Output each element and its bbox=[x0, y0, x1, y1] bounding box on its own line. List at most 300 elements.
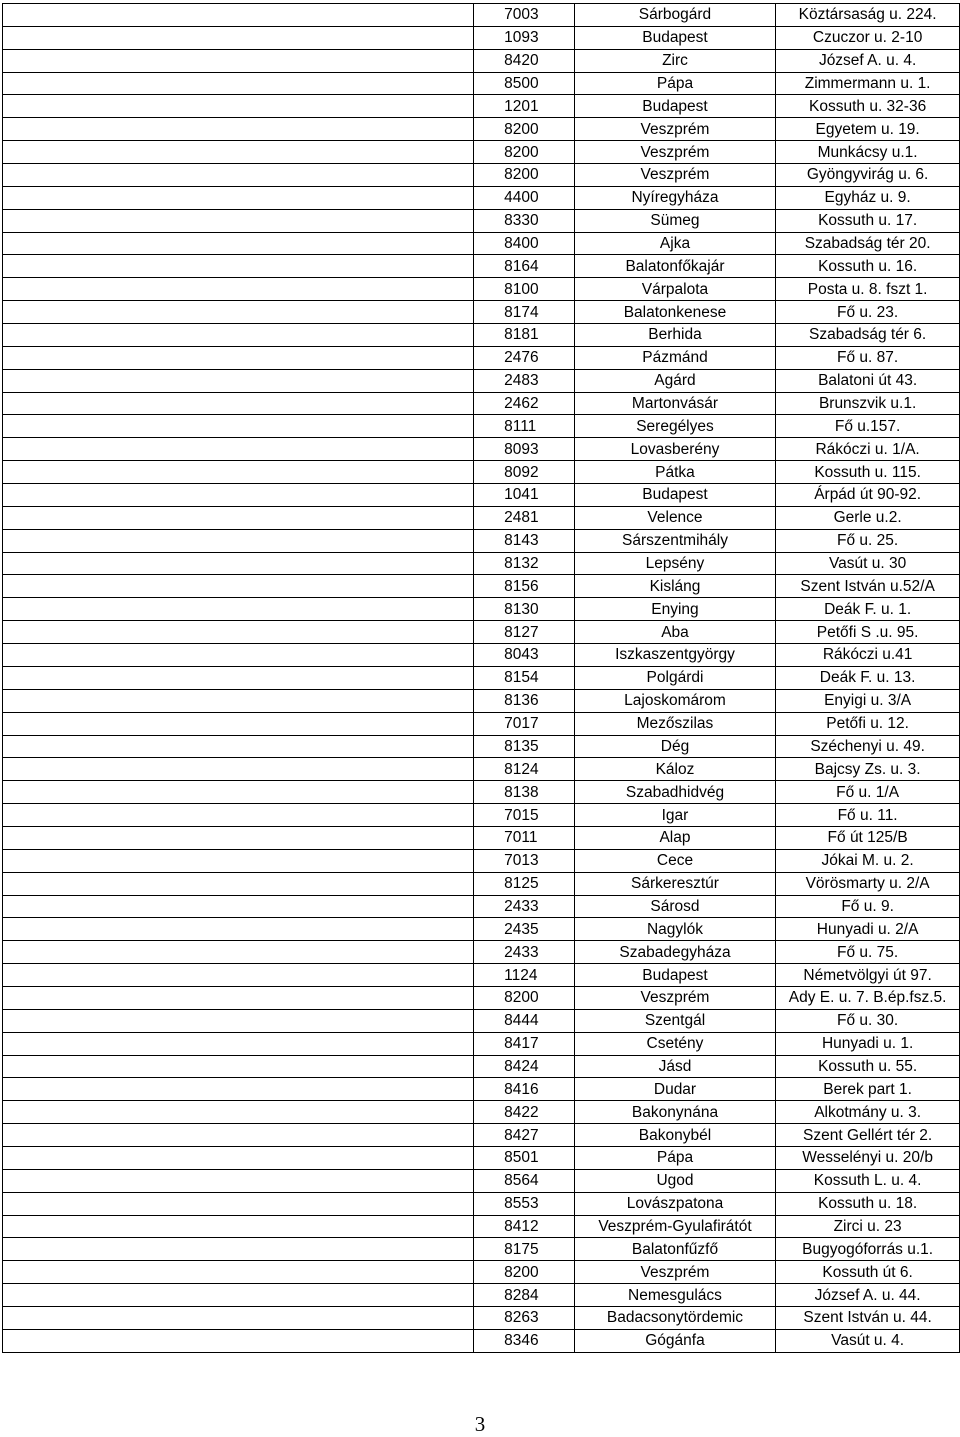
table-row bbox=[3, 1009, 960, 1032]
street-cell bbox=[776, 1284, 960, 1307]
street-cell bbox=[776, 689, 960, 712]
zip-cell: 8093 bbox=[474, 438, 575, 461]
table-row bbox=[3, 1329, 960, 1352]
city-cell: Sárosd bbox=[574, 895, 776, 918]
street-cell bbox=[776, 1192, 960, 1215]
street-text: Hunyadi u. 2/A bbox=[816, 920, 919, 938]
street-cell bbox=[776, 621, 960, 644]
city-cell: Szentgál bbox=[574, 1009, 776, 1032]
table-row bbox=[3, 1215, 960, 1238]
table-row bbox=[3, 95, 960, 118]
table-row bbox=[3, 1306, 960, 1329]
street-text: Deák F. u. 1. bbox=[824, 600, 912, 618]
empty-cell bbox=[3, 1329, 474, 1352]
empty-cell bbox=[3, 804, 474, 827]
street-text: Bugyogóforrás u.1. bbox=[802, 1240, 934, 1258]
street-text: Rákóczi u.41 bbox=[822, 646, 913, 664]
city-cell: Nyíregyháza bbox=[574, 186, 776, 209]
zip-cell: 8416 bbox=[474, 1078, 575, 1101]
city-cell: Balatonfűzfő bbox=[574, 1238, 776, 1261]
empty-cell bbox=[3, 964, 474, 987]
zip-cell: 8132 bbox=[474, 552, 575, 575]
street-cell bbox=[776, 49, 960, 72]
empty-cell bbox=[3, 986, 474, 1009]
street-text: Egyház u. 9. bbox=[824, 189, 911, 207]
table-row bbox=[3, 712, 960, 735]
empty-cell bbox=[3, 1078, 474, 1101]
city-cell: Velence bbox=[574, 506, 776, 529]
street-text: Hunyadi u. 1. bbox=[821, 1035, 914, 1053]
empty-cell bbox=[3, 918, 474, 941]
table-row bbox=[3, 1146, 960, 1169]
empty-cell bbox=[3, 598, 474, 621]
zip-cell: 7011 bbox=[474, 826, 575, 849]
zip-cell: 7003 bbox=[474, 4, 575, 27]
street-cell bbox=[776, 1055, 960, 1078]
table-row bbox=[3, 506, 960, 529]
street-cell bbox=[776, 301, 960, 324]
city-cell: Káloz bbox=[574, 758, 776, 781]
street-cell bbox=[776, 141, 960, 164]
street-cell bbox=[776, 918, 960, 941]
street-cell bbox=[776, 506, 960, 529]
table-row bbox=[3, 1284, 960, 1307]
street-text: Kossuth u. 17. bbox=[818, 212, 918, 230]
empty-cell bbox=[3, 186, 474, 209]
table-row bbox=[3, 278, 960, 301]
table-row bbox=[3, 209, 960, 232]
table-row bbox=[3, 415, 960, 438]
street-cell bbox=[776, 1329, 960, 1352]
table-row bbox=[3, 826, 960, 849]
table-row bbox=[3, 644, 960, 667]
street-cell bbox=[776, 1238, 960, 1261]
street-text: Zimmermann u. 1. bbox=[804, 75, 931, 92]
table-row bbox=[3, 26, 960, 49]
zip-cell: 8138 bbox=[474, 781, 575, 804]
city-cell: Pátka bbox=[574, 461, 776, 484]
street-cell bbox=[776, 209, 960, 232]
table-row bbox=[3, 1124, 960, 1147]
street-text: Ady E. u. 7. B.ép.fsz.5. bbox=[788, 989, 947, 1007]
street-cell bbox=[776, 255, 960, 278]
street-text: Kossuth u. 115. bbox=[814, 463, 921, 481]
table-row bbox=[3, 941, 960, 964]
zip-cell: 8143 bbox=[474, 529, 575, 552]
city-cell: Budapest bbox=[574, 484, 776, 507]
zip-cell: 1093 bbox=[474, 26, 575, 49]
zip-cell: 8427 bbox=[474, 1124, 575, 1147]
street-cell bbox=[776, 849, 960, 872]
city-cell: Ajka bbox=[574, 232, 776, 255]
table-row bbox=[3, 849, 960, 872]
empty-cell bbox=[3, 941, 474, 964]
street-cell bbox=[776, 164, 960, 187]
city-cell: Seregélyes bbox=[574, 415, 776, 438]
city-cell: Nemesgulács bbox=[574, 1284, 776, 1307]
street-cell bbox=[776, 1078, 960, 1101]
zip-cell: 8092 bbox=[474, 461, 575, 484]
empty-cell bbox=[3, 324, 474, 347]
city-cell: Veszprém bbox=[574, 164, 776, 187]
street-cell bbox=[776, 392, 960, 415]
page-number: 3 bbox=[474, 1412, 486, 1436]
street-text: Németvölgyi út 97. bbox=[803, 966, 932, 984]
street-text: Jókai M. u. 2. bbox=[821, 852, 914, 870]
zip-cell: 8330 bbox=[474, 209, 575, 232]
zip-cell: 2433 bbox=[474, 895, 575, 918]
empty-cell bbox=[3, 1261, 474, 1284]
zip-cell: 8164 bbox=[474, 255, 575, 278]
empty-cell bbox=[3, 301, 474, 324]
street-text: Szent István u. 44. bbox=[803, 1309, 932, 1327]
street-cell bbox=[776, 1261, 960, 1284]
zip-cell: 7013 bbox=[474, 849, 575, 872]
city-cell: Agárd bbox=[574, 369, 776, 392]
city-cell: Sárszentmihály bbox=[574, 529, 776, 552]
empty-cell bbox=[3, 255, 474, 278]
city-cell: Cece bbox=[574, 849, 776, 872]
empty-cell bbox=[3, 689, 474, 712]
table-row bbox=[3, 689, 960, 712]
street-cell bbox=[776, 324, 960, 347]
city-cell: Berhida bbox=[574, 324, 776, 347]
zip-cell: 8420 bbox=[474, 49, 575, 72]
street-text: Szent István u.52/A bbox=[800, 577, 935, 595]
street-cell bbox=[776, 415, 960, 438]
street-cell bbox=[776, 1101, 960, 1124]
table-row bbox=[3, 1101, 960, 1124]
street-cell bbox=[776, 552, 960, 575]
zip-cell: 8424 bbox=[474, 1055, 575, 1078]
city-cell: Gógánfa bbox=[574, 1329, 776, 1352]
street-text: József A. u. 4. bbox=[818, 52, 917, 70]
table-row bbox=[3, 895, 960, 918]
street-cell bbox=[776, 1169, 960, 1192]
street-text: Fő u. 11. bbox=[837, 806, 898, 824]
table-row bbox=[3, 255, 960, 278]
street-cell bbox=[776, 369, 960, 392]
city-cell: Dég bbox=[574, 735, 776, 758]
city-cell: Iszkaszentgyörgy bbox=[574, 644, 776, 667]
zip-cell: 8553 bbox=[474, 1192, 575, 1215]
city-cell: Sárkeresztúr bbox=[574, 872, 776, 895]
empty-cell bbox=[3, 644, 474, 667]
street-text: Kossuth u. 32-36 bbox=[809, 97, 927, 115]
empty-cell bbox=[3, 278, 474, 301]
zip-cell: 8417 bbox=[474, 1032, 575, 1055]
street-text: Petőfi S .u. 95. bbox=[816, 623, 919, 641]
city-cell: Zirc bbox=[574, 49, 776, 72]
street-text: Deák F. u. 13. bbox=[819, 669, 916, 687]
empty-cell bbox=[3, 552, 474, 575]
table-row bbox=[3, 186, 960, 209]
zip-cell: 8400 bbox=[474, 232, 575, 255]
table-row bbox=[3, 301, 960, 324]
zip-cell: 2435 bbox=[474, 918, 575, 941]
empty-cell bbox=[3, 164, 474, 187]
zip-cell: 8174 bbox=[474, 301, 575, 324]
zip-cell: 8175 bbox=[474, 1238, 575, 1261]
table-row bbox=[3, 346, 960, 369]
empty-cell bbox=[3, 872, 474, 895]
empty-cell bbox=[3, 666, 474, 689]
street-cell bbox=[776, 346, 960, 369]
street-cell bbox=[776, 826, 960, 849]
street-text: Czuczor u. 2-10 bbox=[812, 29, 923, 47]
table-row bbox=[3, 666, 960, 689]
street-cell bbox=[776, 438, 960, 461]
street-cell bbox=[776, 4, 960, 27]
zip-cell: 8346 bbox=[474, 1329, 575, 1352]
street-text: Alkotmány u. 3. bbox=[814, 1103, 922, 1121]
street-text: Gerle u.2. bbox=[833, 509, 902, 527]
street-cell bbox=[776, 1032, 960, 1055]
zip-cell: 8135 bbox=[474, 735, 575, 758]
street-text: Fő u. 23. bbox=[837, 303, 899, 321]
city-cell: Várpalota bbox=[574, 278, 776, 301]
table-row bbox=[3, 118, 960, 141]
city-cell: Szabadhidvég bbox=[574, 781, 776, 804]
street-text: Fő u. 9. bbox=[841, 897, 894, 915]
city-cell: Pápa bbox=[574, 1146, 776, 1169]
table-row bbox=[3, 1078, 960, 1101]
zip-cell: 8564 bbox=[474, 1169, 575, 1192]
street-cell bbox=[776, 712, 960, 735]
city-cell: Lovászpatona bbox=[574, 1192, 776, 1215]
empty-cell bbox=[3, 1032, 474, 1055]
street-text: Fő u. 75. bbox=[837, 943, 899, 961]
street-cell bbox=[776, 666, 960, 689]
table-row bbox=[3, 392, 960, 415]
city-cell: Mezőszilas bbox=[574, 712, 776, 735]
table-row bbox=[3, 575, 960, 598]
street-text: Fő u.157. bbox=[834, 417, 901, 435]
street-text: Brunszvik u.1. bbox=[818, 395, 917, 413]
zip-cell: 8111 bbox=[474, 415, 575, 438]
zip-cell: 8200 bbox=[474, 164, 575, 187]
street-cell bbox=[776, 758, 960, 781]
zip-cell: 8444 bbox=[474, 1009, 575, 1032]
empty-cell bbox=[3, 735, 474, 758]
street-text: Balatoni út 43. bbox=[818, 372, 918, 390]
street-text: Fő u. 87. bbox=[837, 349, 899, 367]
street-cell bbox=[776, 644, 960, 667]
street-text: Szent Gellért tér 2. bbox=[803, 1126, 933, 1144]
table-row bbox=[3, 621, 960, 644]
zip-cell: 1124 bbox=[474, 964, 575, 987]
street-cell bbox=[776, 484, 960, 507]
zip-cell: 4400 bbox=[474, 186, 575, 209]
city-cell: Budapest bbox=[574, 964, 776, 987]
table-row bbox=[3, 964, 960, 987]
table-row bbox=[3, 164, 960, 187]
street-text: Szabadság tér 20. bbox=[804, 235, 931, 253]
street-cell bbox=[776, 186, 960, 209]
empty-cell bbox=[3, 1055, 474, 1078]
table-row bbox=[3, 529, 960, 552]
zip-cell: 8124 bbox=[474, 758, 575, 781]
empty-cell bbox=[3, 1124, 474, 1147]
street-text: Petőfi u. 12. bbox=[826, 715, 909, 733]
zip-cell: 8043 bbox=[474, 644, 575, 667]
table-row bbox=[3, 552, 960, 575]
table-row bbox=[3, 369, 960, 392]
zip-cell: 8284 bbox=[474, 1284, 575, 1307]
empty-cell bbox=[3, 438, 474, 461]
street-cell bbox=[776, 529, 960, 552]
empty-cell bbox=[3, 49, 474, 72]
empty-cell bbox=[3, 1009, 474, 1032]
empty-cell bbox=[3, 232, 474, 255]
zip-cell: 8263 bbox=[474, 1306, 575, 1329]
city-cell: Dudar bbox=[574, 1078, 776, 1101]
table-row bbox=[3, 1055, 960, 1078]
table-row bbox=[3, 1261, 960, 1284]
street-text: Posta u. 8. fszt 1. bbox=[807, 280, 928, 298]
empty-cell bbox=[3, 141, 474, 164]
zip-cell: 8412 bbox=[474, 1215, 575, 1238]
street-cell bbox=[776, 895, 960, 918]
zip-cell: 8422 bbox=[474, 1101, 575, 1124]
city-cell: Veszprém bbox=[574, 1261, 776, 1284]
street-cell bbox=[776, 964, 960, 987]
city-cell: Szabadegyháza bbox=[574, 941, 776, 964]
table-row bbox=[3, 598, 960, 621]
zip-cell: 8130 bbox=[474, 598, 575, 621]
city-cell: Lajoskomárom bbox=[574, 689, 776, 712]
city-cell: Ugod bbox=[574, 1169, 776, 1192]
table-row bbox=[3, 461, 960, 484]
street-text: Fő u. 30. bbox=[837, 1012, 899, 1030]
empty-cell bbox=[3, 1146, 474, 1169]
table-row bbox=[3, 1032, 960, 1055]
street-text: Kossuth út 6. bbox=[822, 1263, 913, 1281]
table-row bbox=[3, 232, 960, 255]
zip-cell: 2462 bbox=[474, 392, 575, 415]
zip-cell: 8127 bbox=[474, 621, 575, 644]
zip-cell: 1041 bbox=[474, 484, 575, 507]
zip-cell: 2481 bbox=[474, 506, 575, 529]
city-cell: Veszprém bbox=[574, 986, 776, 1009]
table-row bbox=[3, 72, 960, 95]
street-cell bbox=[776, 1215, 960, 1238]
street-cell bbox=[776, 72, 960, 95]
street-cell bbox=[776, 872, 960, 895]
city-cell: Kisláng bbox=[574, 575, 776, 598]
table-row bbox=[3, 438, 960, 461]
street-cell bbox=[776, 461, 960, 484]
city-cell: Bakonybél bbox=[574, 1124, 776, 1147]
table-row bbox=[3, 324, 960, 347]
zip-cell: 8181 bbox=[474, 324, 575, 347]
city-cell: Budapest bbox=[574, 95, 776, 118]
empty-cell bbox=[3, 392, 474, 415]
city-cell: Veszprém-Gyulafirátót bbox=[574, 1215, 776, 1238]
zip-cell: 2476 bbox=[474, 346, 575, 369]
city-cell: Enying bbox=[574, 598, 776, 621]
city-cell: Nagylók bbox=[574, 918, 776, 941]
street-text: Berek part 1. bbox=[823, 1080, 912, 1098]
city-cell: Bakonynána bbox=[574, 1101, 776, 1124]
zip-cell: 8154 bbox=[474, 666, 575, 689]
city-cell: Balatonfőkajár bbox=[574, 255, 776, 278]
empty-cell bbox=[3, 529, 474, 552]
city-cell: Veszprém bbox=[574, 118, 776, 141]
empty-cell bbox=[3, 506, 474, 529]
table-row bbox=[3, 758, 960, 781]
zip-cell: 8200 bbox=[474, 986, 575, 1009]
street-cell bbox=[776, 598, 960, 621]
street-cell bbox=[776, 1306, 960, 1329]
zip-cell: 8156 bbox=[474, 575, 575, 598]
city-cell: Veszprém bbox=[574, 141, 776, 164]
street-cell bbox=[776, 941, 960, 964]
city-cell: Pápa bbox=[574, 72, 776, 95]
city-cell: Pázmánd bbox=[574, 346, 776, 369]
empty-cell bbox=[3, 1192, 474, 1215]
empty-cell bbox=[3, 575, 474, 598]
street-text: Wesselényi u. 20/b bbox=[802, 1149, 933, 1167]
city-cell: Polgárdi bbox=[574, 666, 776, 689]
empty-cell bbox=[3, 781, 474, 804]
street-cell bbox=[776, 232, 960, 255]
table-row bbox=[3, 804, 960, 827]
street-text: Kossuth u. 55. bbox=[818, 1057, 918, 1075]
empty-cell bbox=[3, 4, 474, 27]
city-cell: Aba bbox=[574, 621, 776, 644]
street-cell bbox=[776, 986, 960, 1009]
street-text: Zirci u. 23 bbox=[833, 1217, 902, 1235]
empty-cell bbox=[3, 1238, 474, 1261]
address-table bbox=[2, 3, 960, 1353]
street-text: Vasút u. 30 bbox=[828, 555, 907, 573]
street-text: Bajcsy Zs. u. 3. bbox=[814, 760, 921, 778]
empty-cell bbox=[3, 895, 474, 918]
empty-cell bbox=[3, 1306, 474, 1329]
street-cell bbox=[776, 804, 960, 827]
empty-cell bbox=[3, 346, 474, 369]
zip-cell: 8200 bbox=[474, 1261, 575, 1284]
zip-cell: 8200 bbox=[474, 141, 575, 164]
table-row bbox=[3, 986, 960, 1009]
empty-cell bbox=[3, 461, 474, 484]
street-cell bbox=[776, 1124, 960, 1147]
table-row bbox=[3, 49, 960, 72]
zip-cell: 7017 bbox=[474, 712, 575, 735]
empty-cell bbox=[3, 95, 474, 118]
street-text: Rákóczi u. 1/A. bbox=[815, 440, 920, 458]
city-cell: Martonvásár bbox=[574, 392, 776, 415]
empty-cell bbox=[3, 209, 474, 232]
table-row bbox=[3, 1192, 960, 1215]
city-cell: Lovasberény bbox=[574, 438, 776, 461]
street-cell bbox=[776, 278, 960, 301]
empty-cell bbox=[3, 26, 474, 49]
table-row bbox=[3, 141, 960, 164]
street-text: József A. u. 44. bbox=[814, 1286, 921, 1304]
city-cell: Csetény bbox=[574, 1032, 776, 1055]
city-cell: Igar bbox=[574, 804, 776, 827]
city-cell: Badacsonytördemic bbox=[574, 1306, 776, 1329]
table-row bbox=[3, 735, 960, 758]
table-row bbox=[3, 4, 960, 27]
city-cell: Alap bbox=[574, 826, 776, 849]
empty-cell bbox=[3, 712, 474, 735]
street-text: Egyetem u. 19. bbox=[815, 120, 920, 138]
street-cell bbox=[776, 1009, 960, 1032]
street-cell bbox=[776, 1146, 960, 1169]
